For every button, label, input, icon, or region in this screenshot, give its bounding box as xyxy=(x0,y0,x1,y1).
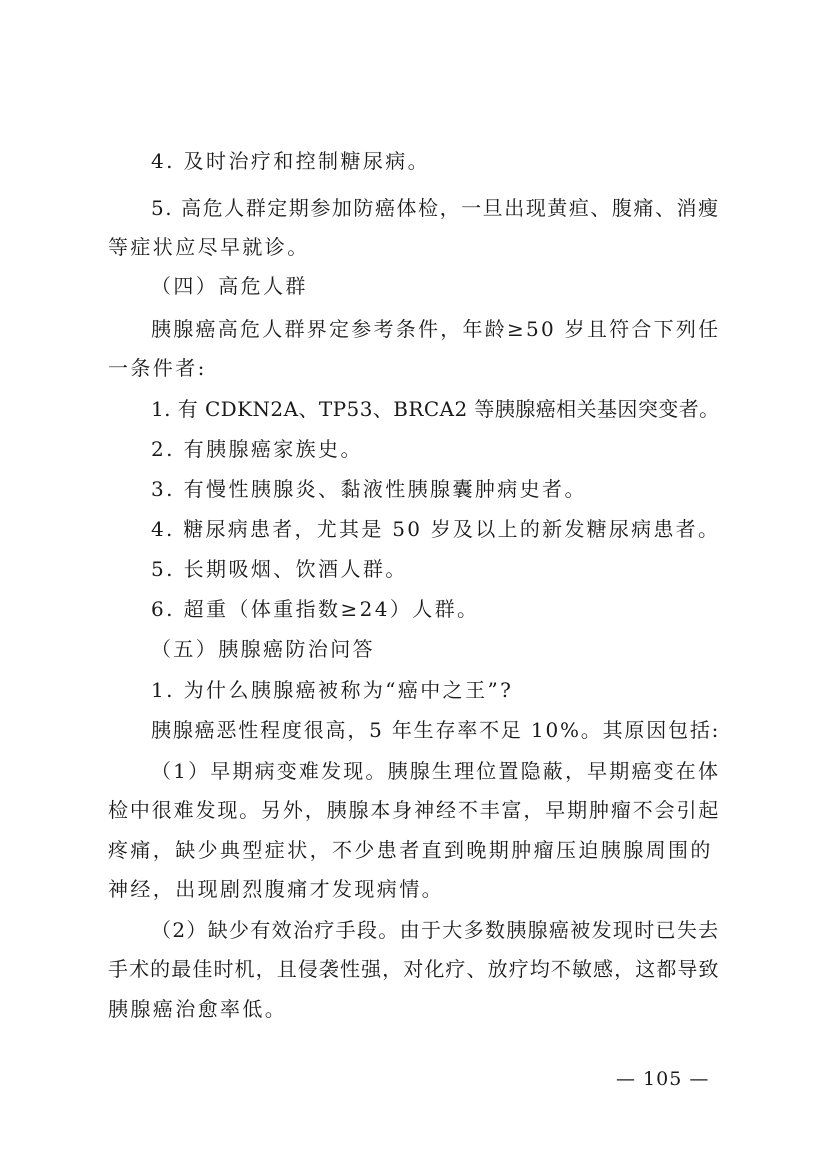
paragraph-line: 检中很难发现。另外，胰腺本身神经不丰富，早期肿瘤不会引起 xyxy=(108,798,721,822)
paragraph-line: 手术的最佳时机，且侵袭性强，对化疗、放疗均不敏感，这都导致 xyxy=(108,957,720,981)
paragraph-line: 胰腺癌治愈率低。 xyxy=(108,997,288,1021)
list-item: 5. 长期吸烟、饮酒人群。 xyxy=(151,557,408,581)
paragraph-line: 疼痛，缺少典型症状，不少患者直到晚期肿瘤压迫胰腺周围的 xyxy=(108,838,713,862)
paragraph-line: （1）早期病变难发现。胰腺生理位置隐蔽，早期癌变在体 xyxy=(151,759,721,783)
list-item: 1. 有 CDKN2A、TP53、BRCA2 等胰腺癌相关基因突变者。 xyxy=(151,397,720,421)
section-heading: （五）胰腺癌防治问答 xyxy=(151,637,375,661)
list-item: 3. 有慢性胰腺炎、黏液性胰腺囊肿病史者。 xyxy=(151,477,587,501)
list-item: 4. 及时治疗和控制糖尿病。 xyxy=(151,149,431,173)
paragraph-line: （2）缺少有效治疗手段。由于大多数胰腺癌被发现时已失去 xyxy=(151,918,720,942)
list-item: 5. 高危人群定期参加防癌体检，一旦出现黄疸、腹痛、消瘦 xyxy=(151,196,720,220)
paragraph-line: 一条件者: xyxy=(108,356,207,380)
page-number: — 105 — xyxy=(616,1068,710,1090)
paragraph-line: 胰腺癌恶性程度很高，5 年生存率不足 10%。其原因包括: xyxy=(151,718,721,742)
paragraph-line: 等症状应尽早就诊。 xyxy=(108,235,310,259)
paragraph-line: 胰腺癌高危人群界定参考条件，年龄≥50 岁且符合下列任 xyxy=(151,317,721,341)
question-heading: 1. 为什么胰腺癌被称为“癌中之王”? xyxy=(151,678,514,702)
paragraph-line: 神经，出现剧烈腹痛才发现病情。 xyxy=(108,877,444,901)
list-item: 2. 有胰腺癌家族史。 xyxy=(151,437,363,461)
list-item: 6. 超重（体重指数≥24）人群。 xyxy=(151,597,480,621)
list-item: 4. 糖尿病患者，尤其是 50 岁及以上的新发糖尿病患者。 xyxy=(151,517,721,541)
section-heading: （四）高危人群 xyxy=(151,274,308,298)
